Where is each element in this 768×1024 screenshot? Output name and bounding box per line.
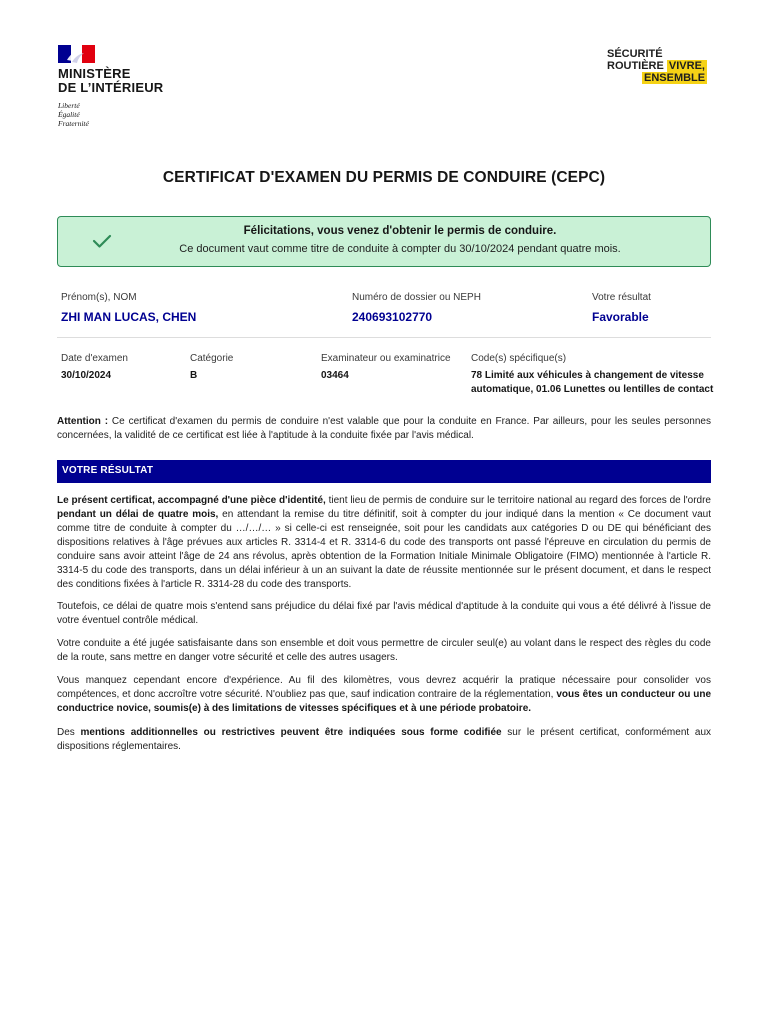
name-value: ZHI MAN LUCAS, CHEN [61, 310, 197, 324]
republique-francaise-flag-logo [58, 45, 95, 63]
attention-label: Attention : [57, 416, 109, 427]
motto-liberte: Liberté [58, 101, 80, 110]
p1-bold-2: pendant un délai de quatre mois, [57, 509, 219, 520]
neph-value: 240693102770 [352, 310, 433, 324]
success-title: Félicitations, vous venez d'obtenir le permis de conduire. [243, 225, 557, 237]
ministry-name-line1: MINISTÈRE [58, 66, 131, 81]
body-paragraph-1 [57, 494, 711, 592]
p1-text-2: en attendant la remise du titre définitif, soit à compter du jour indiqué dans la mention « Ce document vaut comme titre de conduite à compter du …/…/… » si celle-ci est renseignée, soit pour les candidats aux catégories D ou DE qui bénéficiant des dispositions relatives à l'âge prévues aux articles R. 3314-4 et R. 3314-6 du code des transports ont passé l'épreuve en circulation du permis de conduire sans avoir atteint l'âge de 24 ans révolus, après obtention de la Formation Initiale Minimale Obligatoire (FIMO) mentionnée à l'article R. 3314-5 du code des transports, dans un délai inférieur à un an suivant la date de réussite mentionnée sur le présent document, et dans le respect des conditions fixées à l'article R. 3314-28 du code des transports. [57, 509, 711, 590]
codes-value-line2: automatique, 01.06 Lunettes ou lentilles de contact [471, 384, 714, 395]
result-value: Favorable [592, 310, 649, 324]
body-paragraph-4 [57, 674, 711, 716]
attention-paragraph [57, 415, 711, 443]
sr-line2b: VIVRE, [668, 60, 705, 72]
p5-text-1: Des [57, 727, 81, 738]
sr-line2a: ROUTIÈRE [607, 60, 664, 72]
p1-text-1: tient lieu de permis de conduire sur le territoire national au regard des forces de l'ordre [325, 495, 711, 506]
body-paragraph-2: Toutefois, ce délai de quatre mois s'entend sans préjudice du délai fixé par l'avis médical d'aptitude à la conduite qui vous a été délivré à l'issue de votre éventuel contrôle médical. [57, 601, 711, 626]
examiner-value: 03464 [321, 370, 349, 381]
p5-bold-1: mentions additionnelles ou restrictives peuvent être indiquées sous forme codifiée [80, 727, 502, 738]
p1-bold-1: Le présent certificat, accompagné d'une pièce d'identité, [57, 495, 326, 506]
name-label: Prénom(s), NOM [61, 292, 137, 303]
examiner-label: Examinateur ou examinatrice [321, 353, 451, 364]
attention-text: Ce certificat d'examen du permis de conduire n'est valable que pour la conduite en France. Par ailleurs, pour les seules personnes concernées, la validité de ce certificat est liée à l'aptitude à la conduite fixée par l'avis médical. [57, 416, 711, 441]
codes-value [471, 369, 716, 397]
check-icon [90, 229, 114, 253]
success-text: Ce document vaut comme titre de conduite à compter du 30/10/2024 pendant quatre mois. [179, 243, 621, 255]
motto-egalite: Égalité [58, 110, 80, 119]
neph-label: Numéro de dossier ou NEPH [352, 292, 481, 303]
p5-text-2: sur le présent certificat, conformément aux dispositions réglementaires. [57, 727, 712, 752]
result-label: Votre résultat [592, 292, 651, 303]
exam-date-label: Date d'examen [61, 353, 128, 364]
sr-line1: SÉCURITÉ [607, 48, 663, 60]
ministry-name [58, 67, 163, 95]
success-banner [57, 216, 711, 267]
page-title: CERTIFICAT D'EXAMEN DU PERMIS DE CONDUIRE (CEPC) [162, 169, 606, 186]
body-paragraph-5 [57, 726, 711, 754]
ministry-name-line2: DE L’INTÉRIEUR [58, 80, 164, 95]
category-label: Catégorie [190, 353, 234, 364]
securite-routiere-logo [607, 48, 717, 84]
p4-bold-1: vous êtes un conducteur ou une conductrice novice, soumis(e) à des limitations de vitesses spécifiques et à une période probatoire. [57, 689, 712, 714]
section-header-band [57, 460, 711, 483]
codes-label: Code(s) spécifique(s) [471, 353, 567, 364]
divider [57, 337, 711, 338]
body-paragraph-3: Votre conduite a été jugée satisfaisante dans son ensemble et doit vous permettre de circuler seul(e) au volant dans le respect des règles du code de la route, sans mettre en danger votre sécurité et celle des autres usagers. [57, 638, 711, 663]
p4-text-1: Vous manquez cependant encore d'expérience. Au fil des kilomètres, vous devrez acquérir la pratique nécessaire pour consolider vos compétences, et donc accroître votre sécurité. N'oubliez pas que, sauf indication contraire de la réglementation, [57, 675, 711, 700]
sr-line3: ENSEMBLE [644, 72, 706, 84]
codes-value-line1: 78 Limité aux véhicules à changement de vitesse [471, 370, 704, 381]
republic-motto [58, 101, 89, 128]
motto-fraternite: Fraternité [58, 119, 89, 128]
exam-date-value: 30/10/2024 [61, 370, 112, 381]
section-title: VOTRE RÉSULTAT [62, 465, 154, 476]
category-value: B [190, 370, 198, 381]
